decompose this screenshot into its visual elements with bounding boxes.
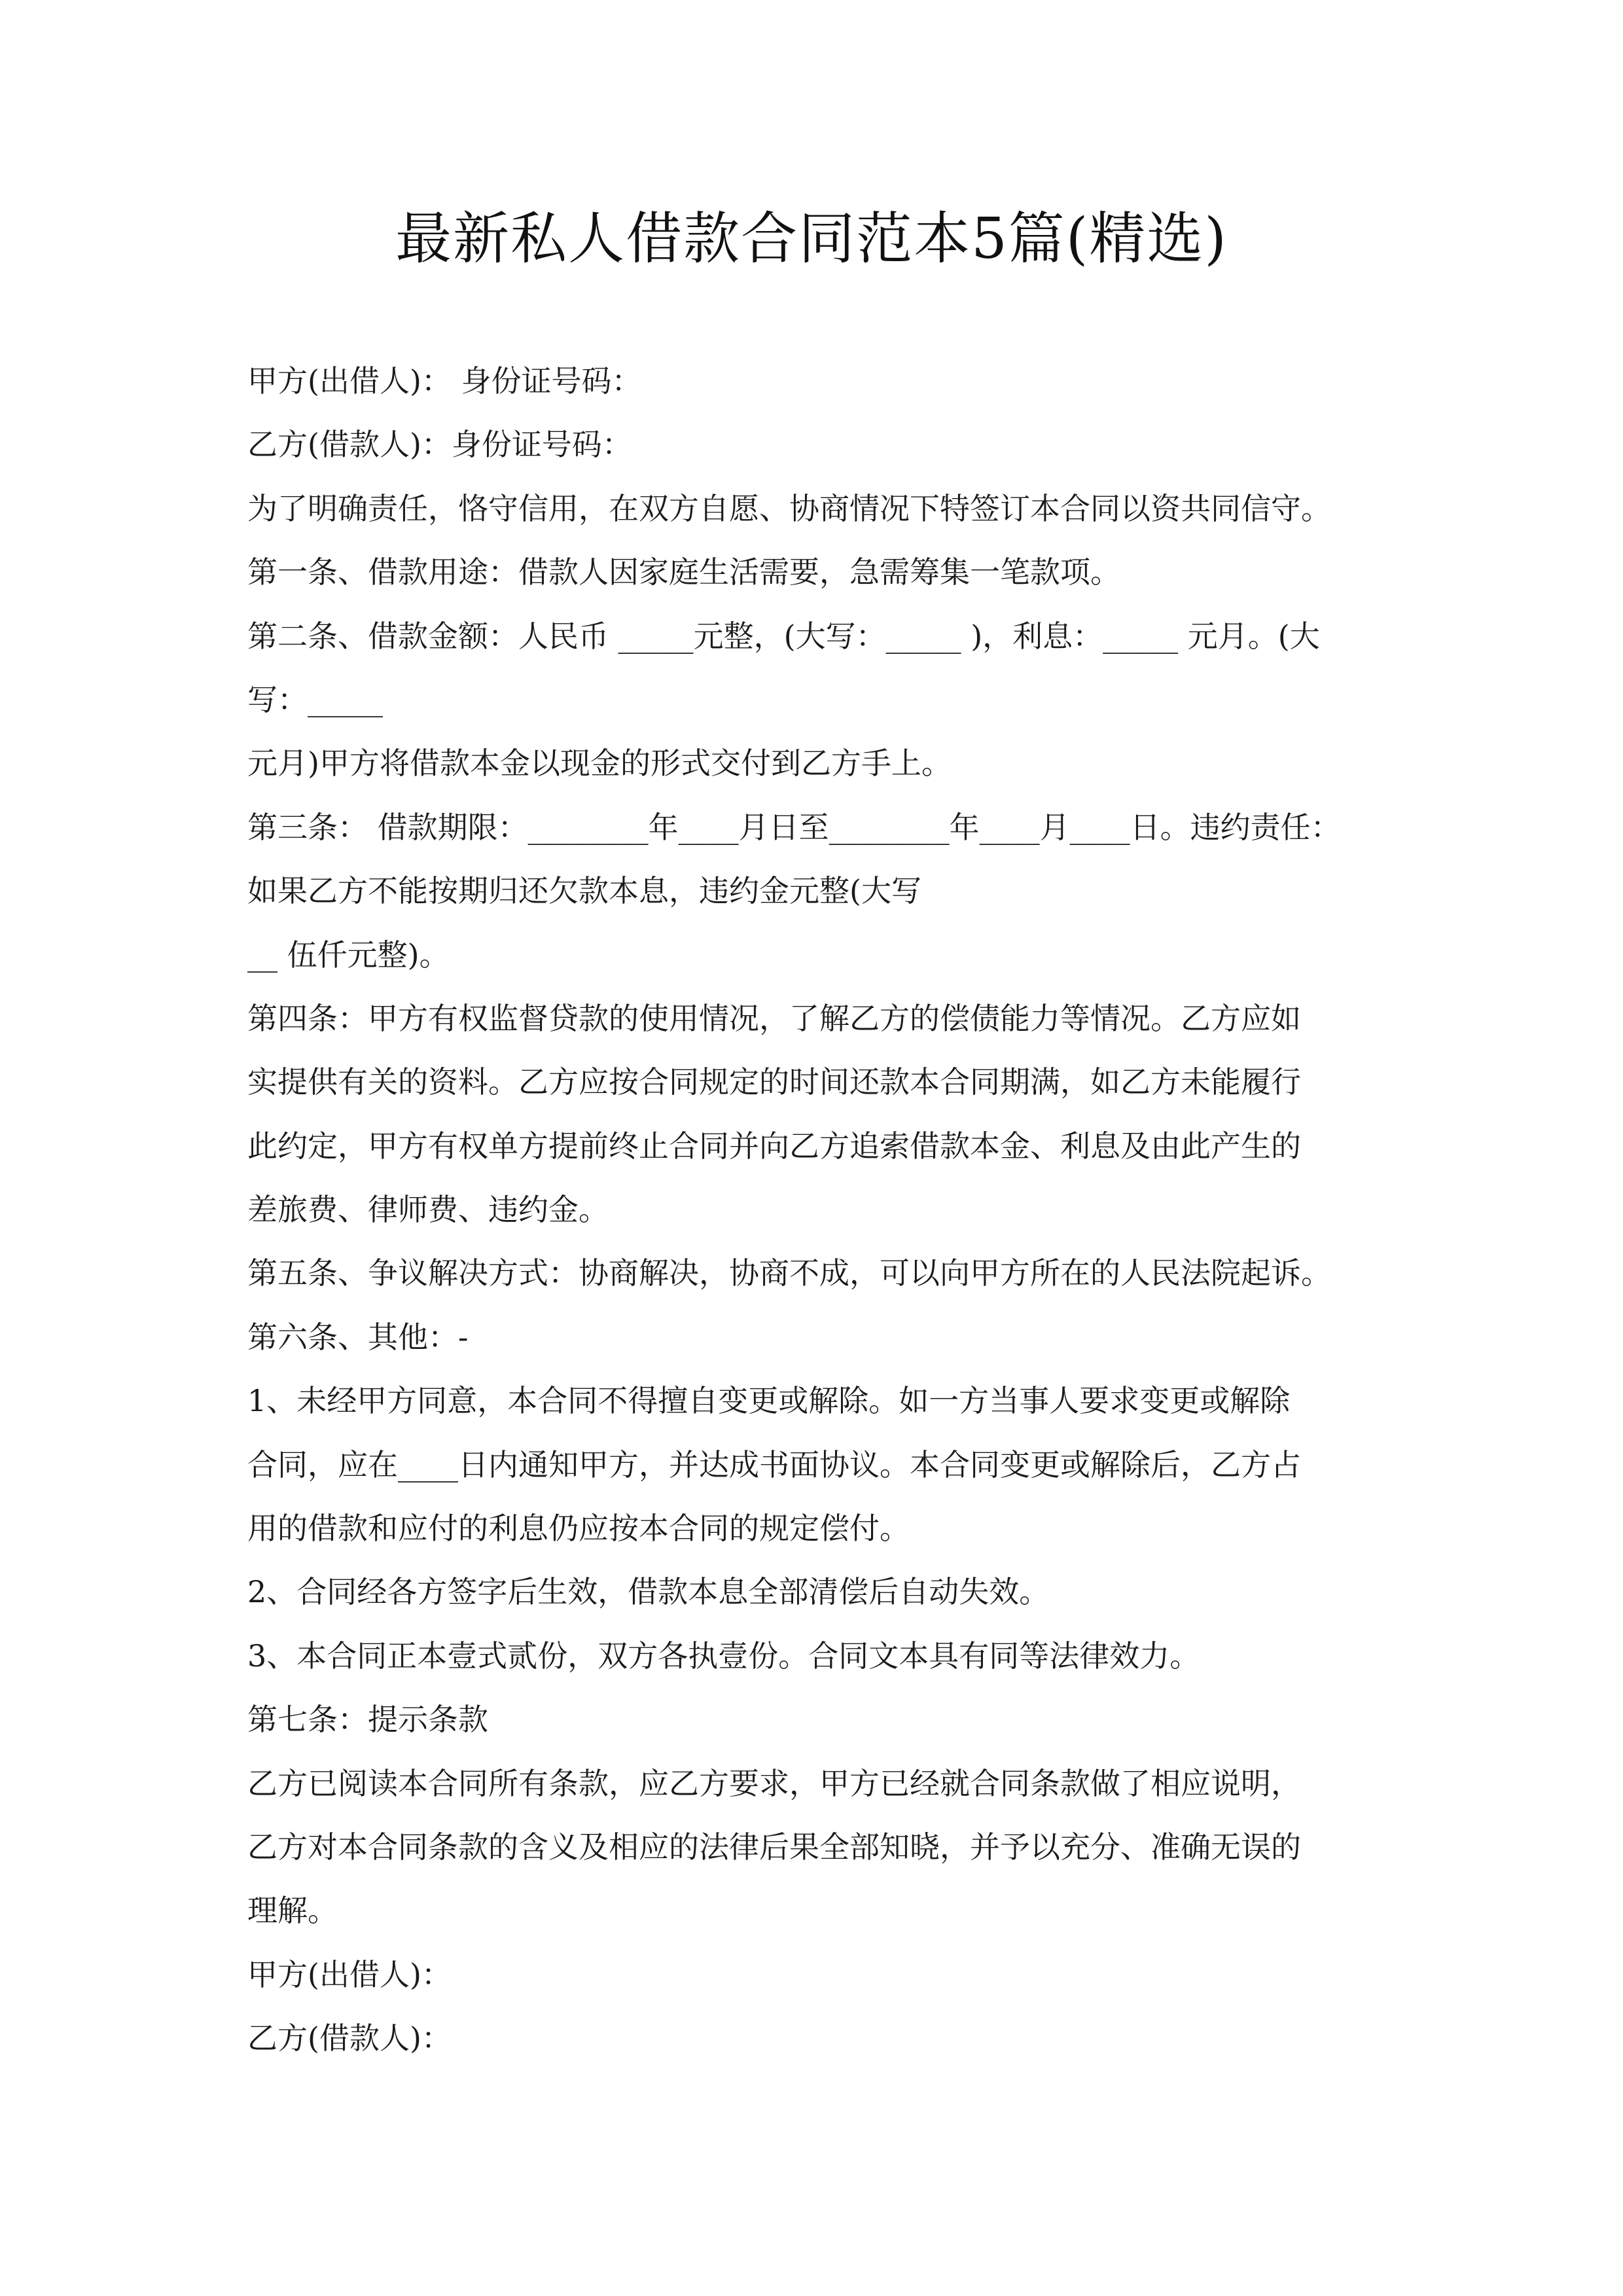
article-4-line-1: 第四条：甲方有权监督贷款的使用情况，了解乙方的偿债能力等情况。乙方应如	[247, 1000, 1301, 1036]
article-4-line-4: 差旅费、律师费、违约金。	[247, 1192, 609, 1228]
article-7-line-2: 乙方对本合同条款的含义及相应的法律后果全部知晓，并予以充分、准确无误的	[247, 1829, 1301, 1865]
article-7-line-1: 乙方已阅读本合同所有条款，应乙方要求，甲方已经就合同条款做了相应说明，	[247, 1765, 1301, 1801]
clause-1-line-3: 用的借款和应付的利息仍应按本合同的规定偿付。	[247, 1511, 910, 1547]
party-b-line: 乙方(借款人)：身份证号码：	[247, 427, 632, 463]
article-2-line-2: 写：_____	[247, 681, 383, 717]
article-6-heading: 第六条、其他：-	[247, 1319, 469, 1355]
article-7-heading: 第七条：提示条款	[247, 1702, 488, 1738]
article-2-line-3: 元月)甲方将借款本金以现金的形式交付到乙方手上。	[247, 745, 952, 781]
article-5-line: 第五条、争议解决方式：协商解决，协商不成，可以向甲方所在的人民法院起诉。	[247, 1255, 1331, 1291]
article-3-line-3: __ 伍仟元整)。	[247, 937, 450, 973]
preamble-line: 为了明确责任，恪守信用，在双方自愿、协商情况下特签订本合同以资共同信守。	[247, 490, 1331, 526]
clause-3-line: 3、本合同正本壹式贰份，双方各执壹份。合同文本具有同等法律效力。	[247, 1638, 1200, 1674]
clause-1-line-2: 合同，应在____日内通知甲方，并达成书面协议。本合同变更或解除后，乙方占	[247, 1446, 1301, 1482]
article-2-line-1: 第二条、借款金额：人民币 _____元整，(大写：_____ )，利息：_____ 元月。(大	[247, 618, 1320, 654]
clause-1-line-1: 1、未经甲方同意，本合同不得擅自变更或解除。如一方当事人要求变更或解除	[247, 1383, 1291, 1419]
article-7-line-3: 理解。	[247, 1893, 338, 1929]
article-4-line-2: 实提供有关的资料。乙方应按合同规定的时间还款本合同期满，如乙方未能履行	[247, 1064, 1301, 1100]
party-a-line: 甲方(出借人)： 身份证号码：	[247, 363, 642, 399]
article-3-line-2: 如果乙方不能按期归还欠款本息，违约金元整(大写	[247, 873, 921, 909]
document-title: 最新私人借款合同范本5篇(精选)	[395, 206, 1228, 272]
article-3-line-1: 第三条： 借款期限：________年____月日至________年____月____日。违约责任：	[247, 809, 1341, 845]
signature-party-b: 乙方(借款人)：	[247, 2020, 452, 2056]
clause-2-line: 2、合同经各方签字后生效，借款本息全部清偿后自动失效。	[247, 1574, 1050, 1610]
signature-party-a: 甲方(出借人)：	[247, 1956, 452, 1992]
document-body	[247, 350, 1419, 2071]
article-4-line-3: 此约定，甲方有权单方提前终止合同并向乙方追索借款本金、利息及由此产生的	[247, 1128, 1301, 1164]
article-1-line: 第一条、借款用途：借款人因家庭生活需要，急需筹集一笔款项。	[247, 554, 1120, 590]
